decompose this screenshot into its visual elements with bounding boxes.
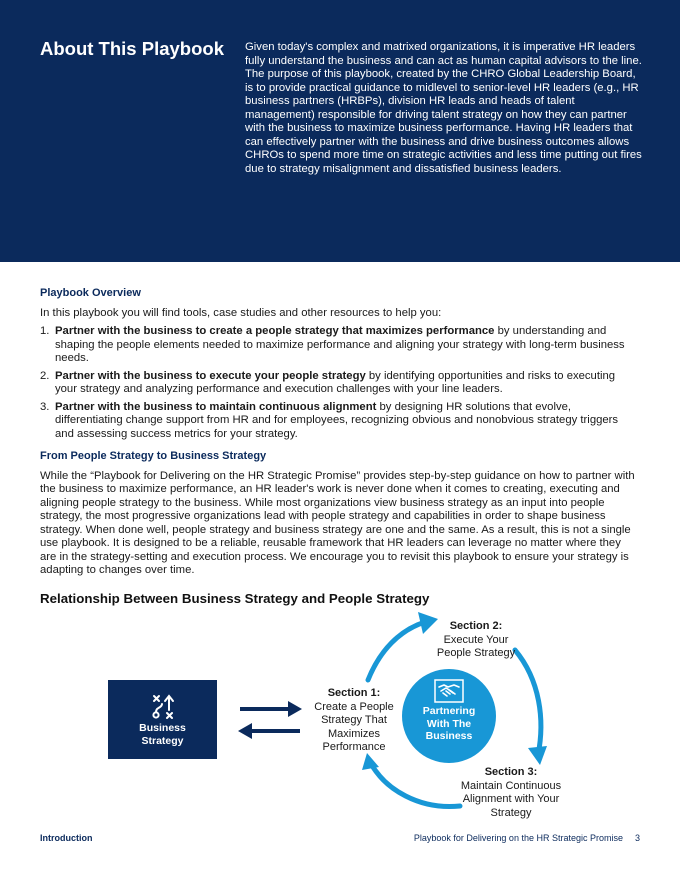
section2-title: Section 2: [449,620,503,632]
partnering-circle [402,669,496,763]
footer-doc-title: Playbook for Delivering on the HR Strategic Promise [413,833,623,843]
list-item-bold: Partner with the business to execute your people strategy [55,369,366,382]
list-item [40,325,640,366]
diagram-title: Relationship Between Business Strategy and People Strategy [40,591,430,606]
header-banner [0,0,680,262]
handshake-icon [434,679,464,703]
people-strategy-body: While the “Playbook for Delivering on the HR Strategic Promise” provides step-by-step guidance on how to partner with the business to maximize performance, an HR leader's work is never done when it comes to creating, executing and aligning people strategy to the business. While most organizations view business strategy as an input into people strategy, the most progressive organizations lead with people strategy and capabilities in order to shape business strategy. When done well, people strategy and business strategy are one and the same. As a result, this is not a single use playbook. It is designed to be a reliable, reusable framework that HR leaders can leverage no matter where they are in the strategy-setting and execution process. We encourage you to revisit this playbook to ensure your strategy is adapting to changes over time. [40,469,635,576]
section1-body: Create a People Strategy That Maximizes Performance [314,700,394,753]
list-item-text: by understanding and shaping the people elements needed to maximize performance and aligning your strategy with long-term business needs. [55,325,625,364]
footer-section: Introduction [40,833,93,843]
list-item [40,370,640,397]
overview-heading: Playbook Overview [40,287,141,299]
section2-label [425,620,527,661]
exchange-arrows [236,698,304,742]
overview-intro: In this playbook you will find tools, case studies and other resources to help you: [40,306,442,319]
section2-body: Execute Your People Strategy [436,633,516,659]
list-item-number: 1. [40,325,50,337]
list-item-text: by designing HR solutions that evolve, differentiating change support from HR and for employees, recognizing obvious and nonobvious strategy triggers and assessing success metrics for your strategy. [55,400,619,440]
business-strategy-label: Business Strategy [139,722,186,747]
overview-list [40,325,640,441]
page-title: About This Playbook [40,38,224,59]
section3-title: Section 3: [484,766,538,778]
partnering-label: Partnering With The Business [422,705,476,742]
list-item-bold: Partner with the business to create a people strategy that maximizes performance [55,325,495,337]
list-item-number: 3. [40,400,50,413]
strategy-play-icon [151,693,175,719]
list-item-bold: Partner with the business to maintain continuous alignment [55,400,377,413]
main-content [40,287,640,578]
business-strategy-box [108,680,217,759]
footer-right [414,833,640,843]
list-item-text: by identifying opportunities and risks to executing your strategy and analyzing performance and execution challenges with your line leaders. [55,369,616,395]
page-number: 3 [634,833,640,843]
people-strategy-heading: From People Strategy to Business Strategy [40,450,267,462]
section3-label [450,766,572,820]
section3-body: Maintain Continuous Alignment with Your Strategy [460,779,562,819]
intro-paragraph: Given today's complex and matrixed organizations, it is imperative HR leaders fully understand the business and can act as human capital advisors to the line. The purpose of this playbook, created by the CHRO Global Leadership Board, is to provide practical guidance to midlevel to senior-level HR leaders (e.g., HR business partners (HRBPs), division HR leads and heads of talent management) responsible for driving talent strategy on how they can partner with the business to maximize business performance. Having HR leaders that can effectively partner with the business and drive business outcomes allows CHROs to spend more time on strategic activities and less time putting out fires due to strategy misalignment and dissatisfied business leaders. [245,41,642,175]
list-item-number: 2. [40,369,50,382]
list-item [40,401,640,442]
section1-title: Section 1: [327,687,381,699]
